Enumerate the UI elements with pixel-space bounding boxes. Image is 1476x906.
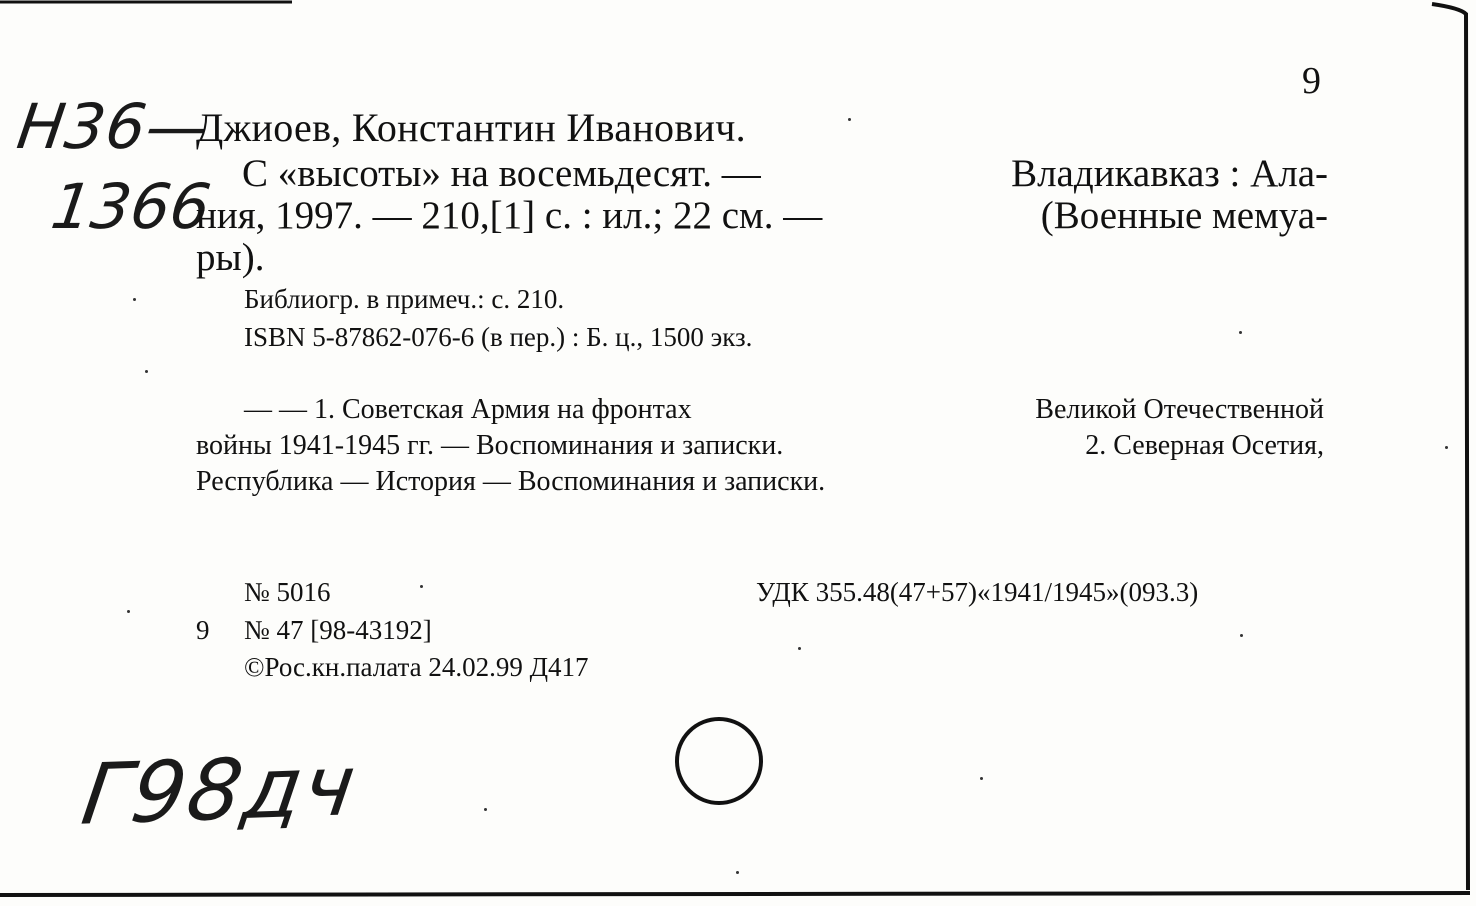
page-number: 9 xyxy=(1302,60,1321,102)
title-line-2-right: (Военные мемуа- xyxy=(1040,194,1328,237)
scan-speck xyxy=(848,118,851,121)
registration-prefix: 9 xyxy=(196,615,210,645)
scan-speck xyxy=(980,777,983,780)
title-line-2-left: ния, 1997. — 210,[1] с. : ил.; 22 см. — xyxy=(196,194,823,237)
scan-speck xyxy=(1445,446,1448,449)
scan-speck xyxy=(798,647,801,650)
title-line-2 xyxy=(196,196,1328,235)
title-line-1 xyxy=(242,154,1328,193)
scan-speck xyxy=(420,585,423,588)
bibliography-note: Библиогр. в примеч.: с. 210. xyxy=(244,284,565,314)
scan-speck xyxy=(484,808,487,811)
shelf-mark-line1: Н36— xyxy=(12,90,215,163)
circle-mark xyxy=(675,717,763,805)
author-heading: Джиоев, Константин Иванович. xyxy=(196,105,746,150)
registration-number: № 5016 xyxy=(244,577,331,607)
subject-line-3: Республика — История — Воспоминания и записки. xyxy=(196,466,826,497)
author-mark: Г98дч xyxy=(76,736,364,844)
scan-speck xyxy=(1239,331,1242,334)
title-line-1-left: С «высоты» на восемьдесят. — xyxy=(242,152,761,195)
subject-line-2-left: войны 1941-1945 гг. — Воспоминания и записки. xyxy=(196,430,784,461)
subject-line-1-left: — — 1. Советская Армия на фронтах xyxy=(244,394,692,425)
title-line-3: ры). xyxy=(196,236,265,279)
subject-line-2-right: 2. Северная Осетия, xyxy=(1085,430,1324,461)
scan-speck xyxy=(736,871,739,874)
udc-classification: УДК 355.48(47+57)«1941/1945»(093.3) xyxy=(756,577,1199,607)
scan-speck xyxy=(145,370,148,373)
copyright-line: ©Рос.кн.палата 24.02.99 Д417 xyxy=(244,652,589,682)
shelf-mark-line2: 1366 xyxy=(46,170,215,243)
isbn-line: ISBN 5-87862-076-6 (в пер.) : Б. ц., 1500 экз. xyxy=(244,322,753,352)
subject-line-1-right: Великой Отечественной xyxy=(1035,394,1324,425)
title-line-1-right: Владикавказ : Ала- xyxy=(1011,152,1328,195)
registration-number-2: № 47 [98-43192] xyxy=(244,615,432,645)
subject-line-2 xyxy=(196,432,1324,460)
scan-speck xyxy=(133,298,136,301)
subject-line-1 xyxy=(244,396,1324,424)
scan-speck xyxy=(127,610,130,613)
scan-speck xyxy=(1240,634,1243,637)
